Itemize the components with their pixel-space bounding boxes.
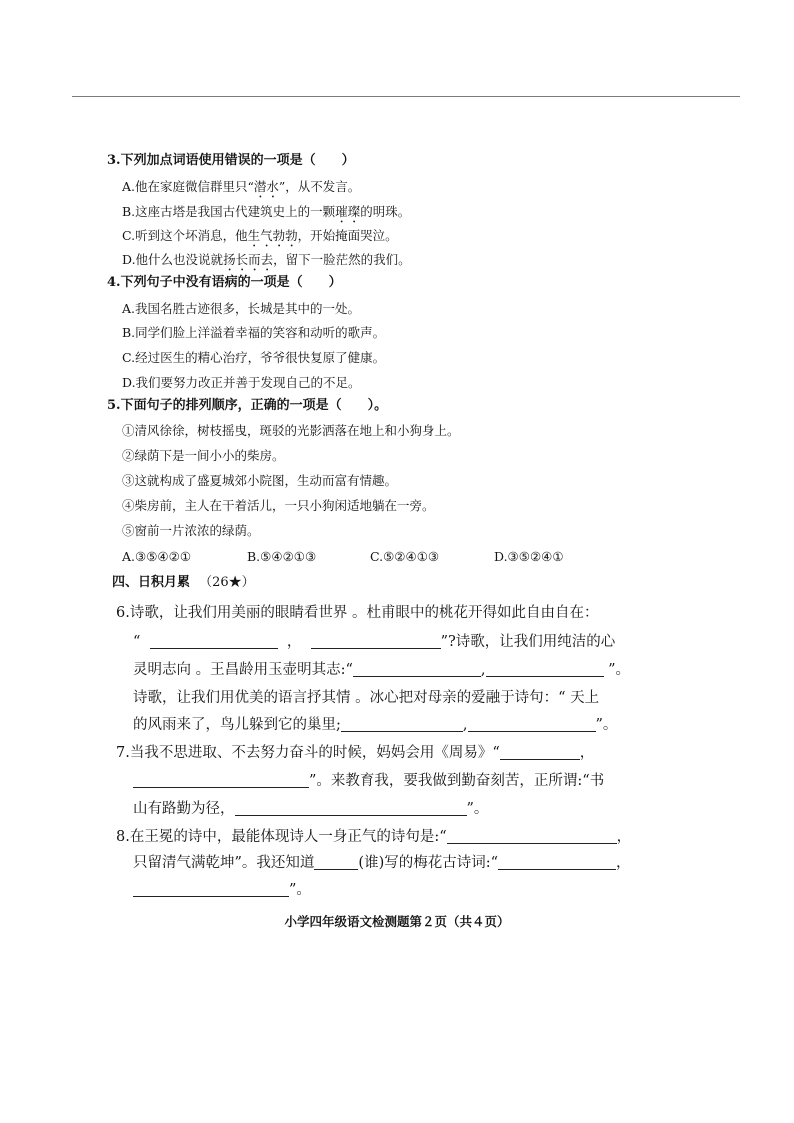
q6-blank-1[interactable]: [150, 633, 278, 649]
q6-blank-6[interactable]: [468, 716, 596, 732]
q3-option-d: D.他什么也没说就扬长而去，留下一脸茫然的我们。: [122, 252, 411, 267]
q4-option-a: A.我国名胜古迹很多，长城是其中的一处。: [122, 301, 361, 316]
q3-option-a: A.他在家庭微信群里只“潜水”，从不发言。: [122, 179, 361, 194]
q8-line-3: ”。: [133, 880, 311, 900]
q6-line-1: 6.诗歌，让我们用美丽的眼睛看世界 。杜甫眼中的桃花开得如此自由自在：: [116, 605, 599, 621]
q5-option-c: C.⑤②④①③: [370, 549, 440, 564]
q7-blank-1[interactable]: [500, 744, 580, 760]
q7-blank-2[interactable]: [133, 772, 309, 788]
q8-blank-1[interactable]: [447, 828, 617, 844]
q3-stem: 3.下列加点词语使用错误的一项是（ ）: [107, 153, 355, 168]
page-footer: 小学四年级语文检测题第２页（共４页）: [284, 914, 510, 929]
q6-line-4: 诗歌，让我们用优美的语言抒其情 。冰心把对母亲的爱融于诗句：“ 天上: [133, 690, 600, 706]
q7-blank-3[interactable]: [235, 800, 467, 816]
q5-option-a: A.③⑤④②①: [122, 549, 192, 564]
q5-sentence-5: ⑤窗前一片浓浓的绿荫。: [122, 523, 260, 538]
q5-option-d: D.③⑤②④①: [494, 549, 564, 564]
q8-line-1: 8.在王冕的诗中，最能体现诗人一身正气的诗句是:“ ，: [116, 829, 632, 845]
q7-line-3: 山有路勤为径， ”。: [133, 801, 489, 817]
q5-stem: 5.下面句子的排列顺序，正确的一项是（ ）。: [107, 398, 388, 413]
q5-sentence-3: ③这就构成了盛夏城郊小院图，生动而富有情趣。: [122, 473, 398, 488]
q5-sentence-4: ④柴房前，主人在干着活儿，一只小狗闲适地躺在一旁。: [122, 498, 435, 513]
q7-line-2: ”。来教育我，要我做到勤奋刻苦，正所谓:“书: [133, 771, 604, 791]
section-heading: 四、日积月累 （26★）: [112, 575, 255, 590]
q5-sentence-2: ②绿荫下是一间小小的柴房。: [122, 448, 285, 463]
q8-blank-3[interactable]: [498, 854, 616, 870]
q3-d-dotted-word: 扬长而去: [223, 252, 274, 267]
q8-blank-4[interactable]: [133, 881, 289, 897]
q8-blank-2[interactable]: [314, 854, 358, 870]
q3-option-c: C.听到这个坏消息，他生气勃勃，开始掩面哭泣。: [122, 228, 398, 243]
q4-stem: 4.下列句子中没有语病的一项是（ ）: [107, 275, 342, 290]
q4-option-b: B.同学们脸上洋溢着幸福的笑容和动听的歌声。: [122, 325, 386, 340]
q5-sentence-1: ①清风徐徐，树枝摇曳，斑驳的光影洒落在地上和小狗身上。: [122, 423, 460, 438]
q3-option-b: B.这座古塔是我国古代建筑史上的一颗璀璨的明珠。: [122, 204, 411, 219]
q3-c-dotted-word: 生气勃勃: [247, 228, 298, 243]
q6-blank-5[interactable]: [341, 716, 463, 732]
q8-line-2: 只留清气满乾坤”。我还知道 (谁)写的梅花古诗词:“ ，: [133, 855, 631, 871]
q6-blank-3[interactable]: [353, 661, 481, 677]
q4-option-d: D.我们要努力改正并善于发现自己的不足。: [122, 375, 361, 390]
top-rule: [72, 96, 740, 97]
q3-b-dotted-word: 璀璨: [335, 204, 361, 219]
q5-option-b: B.⑤④②①③: [247, 549, 317, 564]
q6-blank-4[interactable]: [486, 661, 604, 677]
q4-option-c: C.经过医生的精心治疗，爷爷很快复原了健康。: [122, 350, 386, 365]
q6-blank-2[interactable]: [311, 633, 441, 649]
q6-line-2: “ ， ”?诗歌，让我们用纯洁的心: [133, 634, 616, 650]
q6-line-5: 的风雨来了，鸟儿躲到它的巢里; , ”。: [133, 717, 618, 733]
q3-a-dotted-word: 潜水: [253, 179, 279, 194]
q7-line-1: 7.当我不思进取、不去努力奋斗的时候，妈妈会用《周易》“ ，: [116, 745, 595, 761]
q6-line-3: 灵明志向 。王昌龄用玉壶明其志:“ , ”。: [133, 662, 631, 678]
